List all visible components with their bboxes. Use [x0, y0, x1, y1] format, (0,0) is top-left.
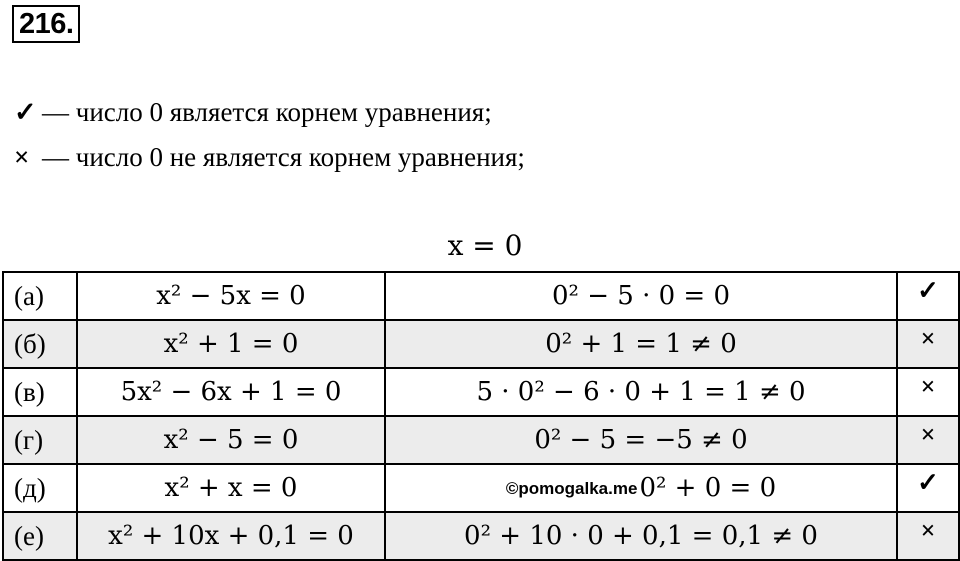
legend-not-root-text: — число 0 не является корнем уравнения; — [42, 142, 525, 172]
result-mark-icon: ✓ — [897, 464, 959, 512]
check-cell: 0² − 5 · 0 = 0 — [385, 272, 897, 320]
result-mark-icon: × — [897, 416, 959, 464]
equation-cell: x² + 10x + 0,1 = 0 — [77, 512, 385, 560]
task-number: 216. — [12, 5, 80, 43]
legend-root-line — [14, 96, 492, 128]
table-row — [3, 320, 959, 368]
legend-root-text: — число 0 является корнем уравнения; — [42, 97, 492, 127]
table-row — [3, 368, 959, 416]
row-label: (в) — [3, 368, 77, 416]
check-text: 0² + 0 = 0 — [639, 473, 777, 503]
check-cell: 0² + 1 = 1 ≠ 0 — [385, 320, 897, 368]
result-mark-icon: × — [897, 512, 959, 560]
cross-mark-icon: × — [14, 142, 30, 172]
equation-cell: x² − 5 = 0 — [77, 416, 385, 464]
equation-cell: 5x² − 6x + 1 = 0 — [77, 368, 385, 416]
row-label: (г) — [3, 416, 77, 464]
check-mark-icon: ✓ — [14, 97, 37, 127]
watermark: ©pomogalka.me — [505, 479, 638, 498]
table-row — [3, 416, 959, 464]
equation-cell: x² + x = 0 — [77, 464, 385, 512]
legend-not-root-line — [14, 141, 525, 173]
table-row — [3, 512, 959, 560]
equation-cell: x² − 5x = 0 — [77, 272, 385, 320]
row-label: (е) — [3, 512, 77, 560]
condition-line: x = 0 — [447, 229, 523, 262]
check-cell: 5 · 0² − 6 · 0 + 1 = 1 ≠ 0 — [385, 368, 897, 416]
check-cell: 0² + 10 · 0 + 0,1 = 0,1 ≠ 0 — [385, 512, 897, 560]
result-mark-icon: ✓ — [897, 272, 959, 320]
table-row — [3, 272, 959, 320]
table-row — [3, 464, 959, 512]
check-cell — [385, 464, 897, 512]
row-label: (д) — [3, 464, 77, 512]
result-mark-icon: × — [897, 368, 959, 416]
result-mark-icon: × — [897, 320, 959, 368]
solution-table — [2, 271, 960, 561]
equation-cell: x² + 1 = 0 — [77, 320, 385, 368]
row-label: (а) — [3, 272, 77, 320]
row-label: (б) — [3, 320, 77, 368]
check-cell: 0² − 5 = −5 ≠ 0 — [385, 416, 897, 464]
